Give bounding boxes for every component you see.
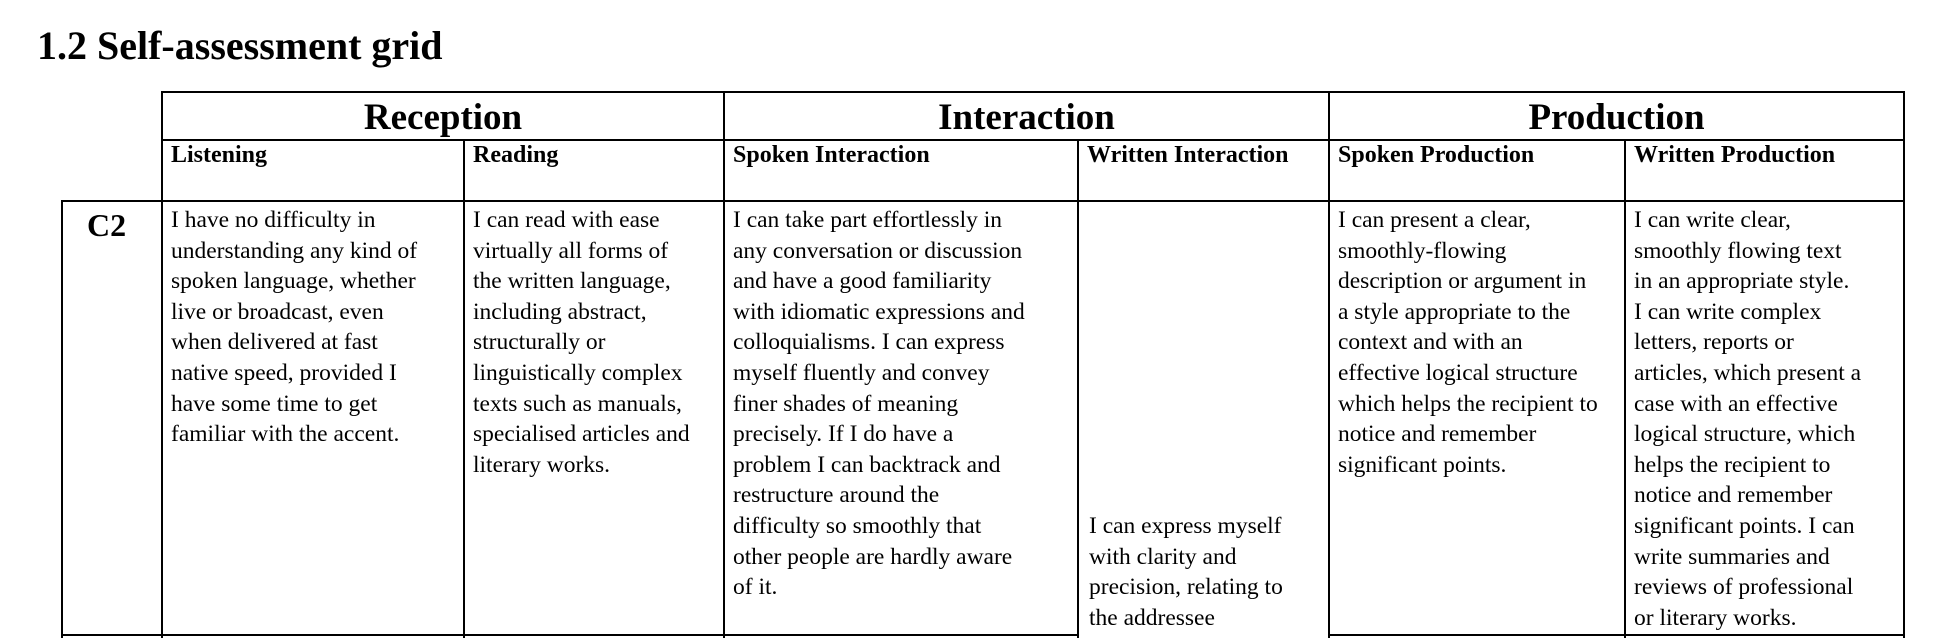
group-header-interaction: Interaction xyxy=(938,97,1115,138)
grid-line-reception-interaction xyxy=(723,91,725,638)
group-header-reception: Reception xyxy=(363,97,523,138)
column-header-written-interaction: Written Interaction xyxy=(1087,142,1289,168)
cell-written-production: I can write clear, smoothly flowing text in an appropriate style. I can write complex letters, reports or articles, which present a case with an effective logical structure, which helps the recipient to notice and remember significant points. I can write summaries and reviews of professional or literary works. xyxy=(1634,207,1862,631)
grid-line-right xyxy=(1903,91,1905,638)
section-title: 1.2 Self-assessment grid xyxy=(37,23,443,68)
column-header-listening: Listening xyxy=(171,142,268,168)
level-label: C2 xyxy=(87,207,127,243)
grid-line-interaction-production xyxy=(1328,91,1330,638)
grid-line-level-left xyxy=(61,200,63,638)
grid-line-row-bottom xyxy=(61,634,1077,636)
cell-written-interaction: I can express myself with clarity and precision, relating to the addressee xyxy=(1089,513,1283,631)
grid-line-spoken-written-interaction xyxy=(1077,139,1079,638)
grid-line-left xyxy=(161,91,163,638)
column-header-reading: Reading xyxy=(473,142,559,168)
cell-spoken-interaction: I can take part effortlessly in any conversation or discussion and have a good familiarity with idiomatic expressions and colloquialisms. I can express myself fluently and convey finer shades of meaning precisely. If I do have a problem I can backtrack and restructure around the difficulty so smoothly that other people are hardly aware of it. xyxy=(733,207,1025,601)
grid-line-row-bottom-right xyxy=(1328,634,1905,636)
grid-line-listening-reading xyxy=(463,139,465,638)
column-header-spoken-production: Spoken Production xyxy=(1338,142,1535,168)
cell-spoken-production: I can present a clear, smoothly-flowing description or argument in a style appropriate to the context and with an effective logical structure which helps the recipient to notice and remember significant points. xyxy=(1338,207,1598,478)
group-header-production: Production xyxy=(1528,97,1705,138)
grid-line-header-bottom xyxy=(61,200,1905,202)
cell-reading: I can read with ease virtually all forms of the written language, including abstract, structurally or linguistically complex texts such as manuals, specialised articles and literary works. xyxy=(473,207,690,478)
grid-line-spoken-written-production xyxy=(1624,139,1626,638)
column-header-written-production: Written Production xyxy=(1634,142,1836,168)
column-header-spoken-interaction: Spoken Interaction xyxy=(733,142,930,168)
grid-line-top xyxy=(161,91,1905,93)
cell-listening: I have no difficulty in understanding any kind of spoken language, whether live or broadcast, even when delivered at fast native speed, provided I have some time to get familiar with the accent. xyxy=(171,207,418,448)
